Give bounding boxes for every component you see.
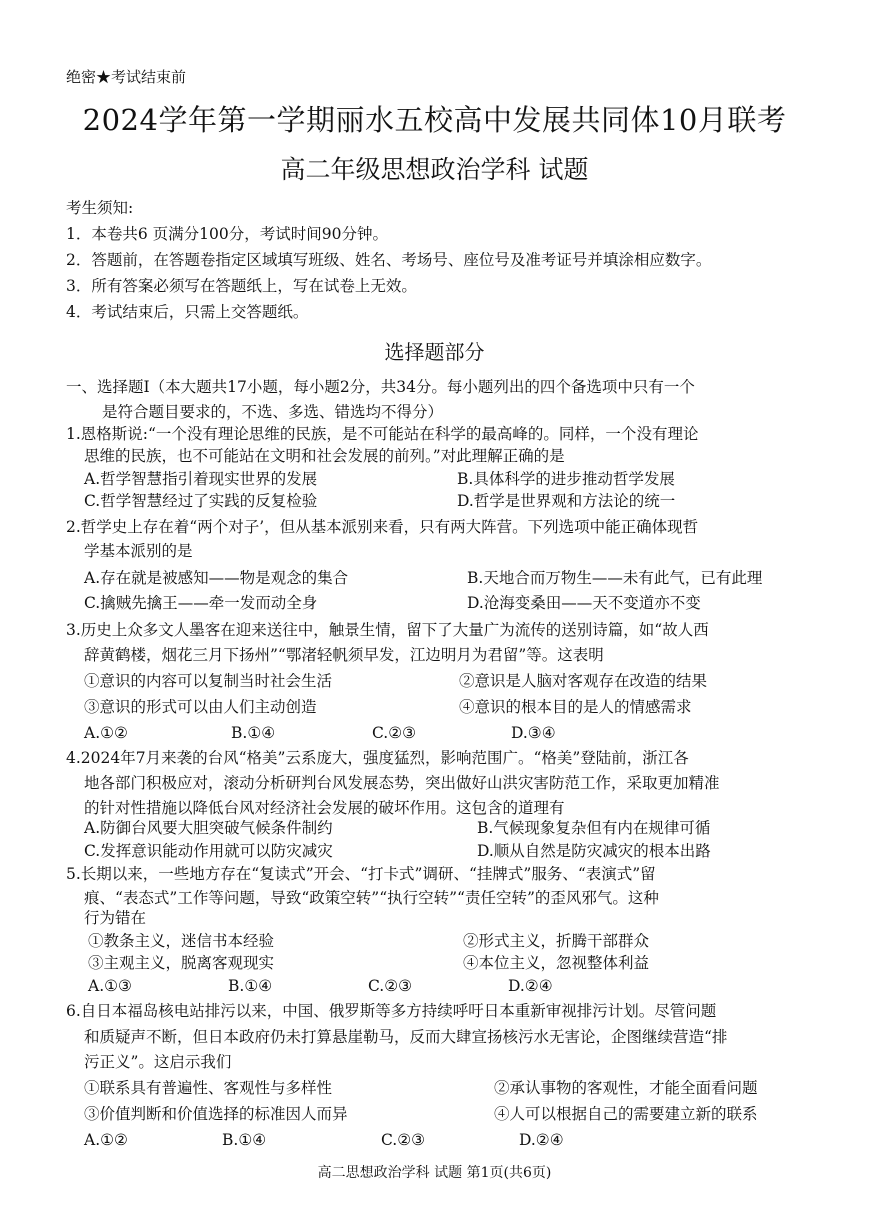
- question-1-option-b: B.具体科学的进步推动哲学发展: [457, 470, 675, 488]
- question-1-stem: 1.恩格斯说:“一个没有理论思维的民族，是不可能站在科学的最高峰的。同样，一个没有理论: [66, 425, 699, 443]
- question-4-option-a: A.防御台风要大胆突破气候条件制约: [84, 819, 333, 837]
- question-2-stem-cont: 学基本派别的是: [84, 542, 193, 560]
- question-4-option-c: C.发挥意识能动作用就可以防灾减灾: [84, 842, 333, 860]
- question-1-option-a: A.哲学智慧指引着现实世界的发展: [84, 470, 318, 488]
- question-6-option-d: D.②④: [519, 1131, 564, 1149]
- page-footer: 高二思想政治学科 试题 第1页(共6页): [317, 1165, 552, 1181]
- question-3-stem: 3.历史上众多文人墨客在迎来送往中，触景生情，留下了大量广为流传的送别诗篇，如“故人西: [66, 621, 709, 639]
- question-1-option-d: D.哲学是世界观和方法论的统一: [457, 492, 676, 510]
- exam-subtitle: 高二年级思想政治学科 试题: [280, 155, 589, 184]
- question-2-option-c: C.擒贼先擒王——牵一发而动全身: [84, 594, 318, 612]
- question-5-statement-3: ③主观主义，脱离客观现实: [88, 954, 275, 972]
- part-instructions: 一、选择题Ⅰ（本大题共17小题，每小题2分，共34分。每小题列出的四个备选项中只有一个: [66, 378, 695, 396]
- question-5-option-c: C.②③: [368, 977, 413, 995]
- question-5-statement-1: ①教条主义，迷信书本经验: [88, 932, 275, 950]
- question-4-stem-cont: 的针对性措施以降低台风对经济社会发展的破坏作用。这包含的道理有: [84, 799, 565, 817]
- question-6-statement-1: ①联系具有普遍性、客观性与多样性: [84, 1079, 333, 1097]
- notice-item: 4．考试结束后，只需上交答题纸。: [66, 303, 309, 321]
- question-3-option-c: C.②③: [372, 724, 417, 742]
- question-6-option-a: A.①②: [84, 1131, 128, 1149]
- exam-title: 2024学年第一学期丽水五校高中发展共同体10月联考: [82, 103, 787, 137]
- question-6-statement-2: ②承认事物的客观性，才能全面看问题: [494, 1079, 758, 1097]
- question-5-statement-4: ④本位主义，忽视整体利益: [463, 954, 650, 972]
- question-6-stem-cont: 污正义”。这启示我们: [84, 1053, 232, 1071]
- question-3-statement-3: ③意识的形式可以由人们主动创造: [84, 698, 317, 716]
- question-5-stem: 5.长期以来，一些地方存在“复读式”开会、“打卡式”调研、“挂牌式”服务、“表演式”留: [66, 865, 656, 883]
- question-3-option-b: B.①④: [231, 724, 276, 742]
- question-4-option-b: B.气候现象复杂但有内在规律可循: [477, 819, 711, 837]
- question-4-option-d: D.顺从自然是防灾减灾的根本出路: [477, 842, 711, 860]
- question-2-option-d: D.沧海变桑田——天不变道亦不变: [467, 594, 701, 612]
- question-6-stem-cont: 和质疑声不断，但日本政府仍未打算悬崖勒马，反而大肆宣扬核污水无害论，企图继续营造“排: [84, 1028, 728, 1046]
- question-5-stem-cont: 行为错在: [84, 909, 147, 927]
- question-4-stem: 4.2024年7月来袭的台风“格美”云系庞大，强度猛烈，影响范围广。“格美”登陆前，浙江各: [66, 749, 689, 767]
- question-5-option-b: B.①④: [228, 977, 273, 995]
- question-3-stem-cont: 辞黄鹤楼，烟花三月下扬州”“鄂渚轻帆须早发，江边明月为君留”等。这表明: [84, 646, 604, 664]
- question-2-option-a: A.存在就是被感知——物是观念的集合: [84, 569, 349, 587]
- question-2-stem: 2.哲学史上存在着“两个对子’，但从基本派别来看，只有两大阵营。下列选项中能正确体现哲: [66, 518, 699, 536]
- question-6-statement-3: ③价值判断和价值选择的标准因人而异: [84, 1105, 348, 1123]
- question-6-stem: 6.自日本福岛核电站排污以来，中国、俄罗斯等多方持续呼吁日本重新审视排污计划。尽管问题: [66, 1002, 717, 1020]
- question-6-option-b: B.①④: [222, 1131, 267, 1149]
- part-instructions-cont: 是符合题目要求的，不选、多选、错选均不得分）: [102, 403, 444, 421]
- notice-item: 1．本卷共6 页满分100分，考试时间90分钟。: [66, 225, 388, 243]
- question-6-statement-4: ④人可以根据自己的需要建立新的联系: [494, 1105, 758, 1123]
- question-5-option-a: A.①③: [88, 977, 132, 995]
- notice-item: 2．答题前，在答题卷指定区域填写班级、姓名、考场号、座位号及准考证号并填涂相应数字。: [66, 251, 712, 269]
- question-5-option-d: D.②④: [508, 977, 553, 995]
- question-3-option-a: A.①②: [84, 724, 128, 742]
- question-1-stem-cont: 思维的民族，也不可能站在文明和社会发展的前列。”对此理解正确的是: [84, 447, 565, 465]
- notice-heading: 考生须知:: [66, 199, 134, 217]
- section-title: 选择题部分: [384, 340, 485, 364]
- confidential-label: 绝密★考试结束前: [66, 68, 187, 86]
- question-4-stem-cont: 地各部门积极应对，滚动分析研判台风发展态势，突出做好山洪灾害防范工作，采取更加精准: [84, 774, 720, 792]
- question-6-option-c: C.②③: [381, 1131, 426, 1149]
- question-5-stem-cont: 痕、“表态式”工作等问题，导致“政策空转”“执行空转”“责任空转”的歪风邪气。这种: [84, 889, 659, 907]
- question-3-statement-2: ②意识是人脑对客观存在改造的结果: [459, 672, 708, 690]
- question-1-option-c: C.哲学智慧经过了实践的反复检验: [84, 492, 318, 510]
- question-5-statement-2: ②形式主义，折腾干部群众: [463, 932, 650, 950]
- question-3-option-d: D.③④: [511, 724, 556, 742]
- question-2-option-b: B.天地合而万物生——未有此气，已有此理: [467, 569, 763, 587]
- question-3-statement-4: ④意识的根本目的是人的情感需求: [459, 698, 692, 716]
- question-3-statement-1: ①意识的内容可以复制当时社会生活: [84, 672, 333, 690]
- notice-item: 3．所有答案必须写在答题纸上，写在试卷上无效。: [66, 277, 417, 295]
